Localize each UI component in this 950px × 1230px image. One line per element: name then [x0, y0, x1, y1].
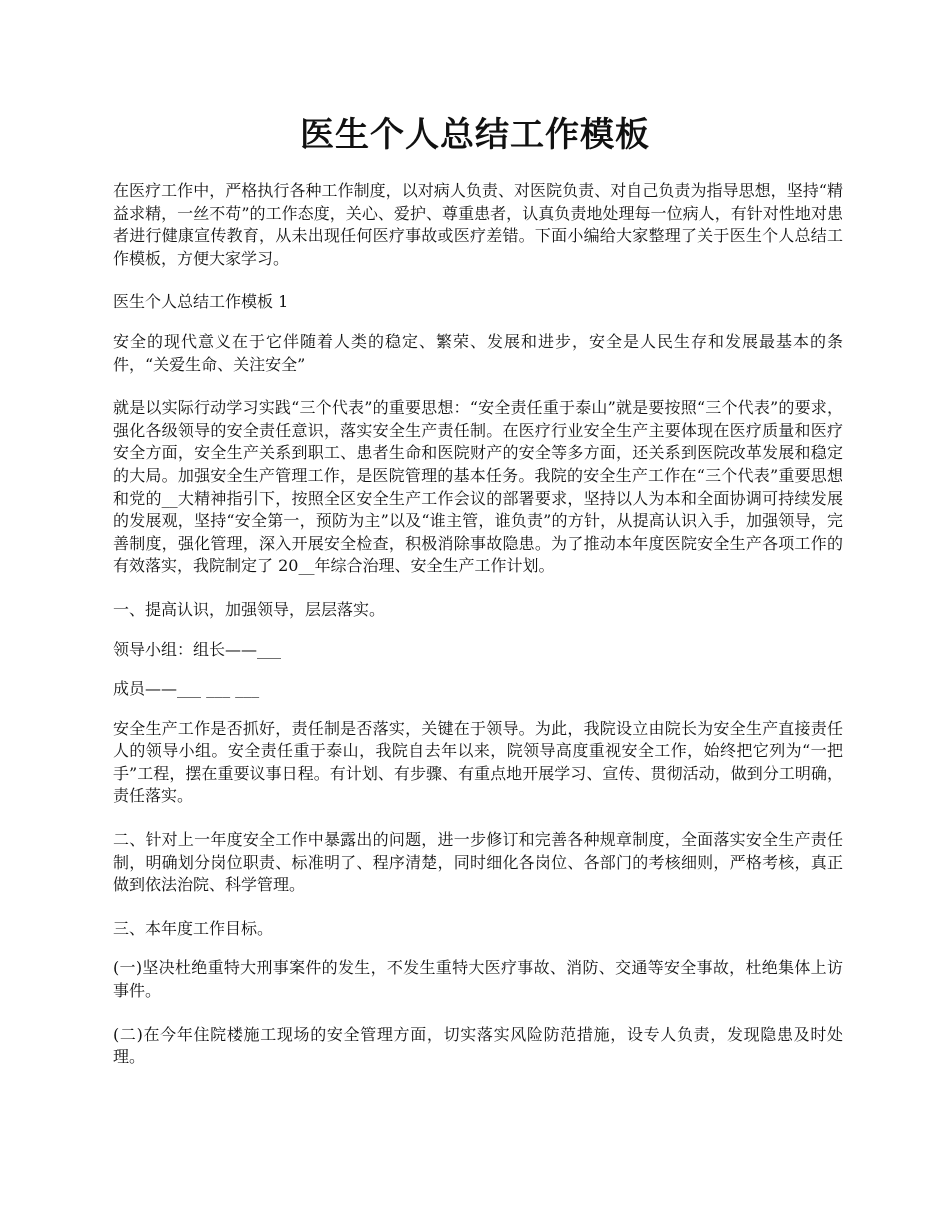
- intro-paragraph: 在医疗工作中，严格执行各种工作制度，以对病人负责、对医院负责、对自己负责为指导思想，坚持“精益求精，一丝不苟”的工作态度，关心、爱护、尊重患者，认真负责地处理每一位病人，有针对性地对患者进行健康宣传教育，从未出现任何医疗事故或医疗差错。下面小编给大家整理了关于医生个人总结工作模板，方便大家学习。: [113, 181, 843, 268]
- document-title: 医生个人总结工作模板: [300, 115, 650, 155]
- regulations-paragraph: 二、针对上一年度安全工作中暴露出的问题，进一步修订和完善各种规章制度，全面落实安全生产责任制，明确划分岗位职责、标准明了、程序清楚，同时细化各岗位、各部门的考核细则，严格考核，真正做到依法治院、科学管理。: [113, 830, 843, 895]
- three-represents-paragraph: 就是以实际行动学习实践“三个代表”的重要思想：“安全责任重于泰山”就是要按照“三个代表”的要求，强化各级领导的安全责任意识，落实安全生产责任制。在医疗行业安全生产主要体现在医疗质量和医疗安全方面，安全生产关系到职工、患者生命和医院财产的安全等多方面，还关系到医院改革发展和稳定的大局。加强安全生产管理工作，是医院管理的基本任务。我院的安全生产工作在“三个代表”重要思想和党的__大精神指引下，按照全区安全生产工作会议的部署要求，坚持以人为本和全面协调可持续发展的发展观，坚持“安全第一，预防为主”以及“谁主管，谁负责”的方针，从提高认识入手，加强领导，完善制度，强化管理，深入开展安全检查，积极消除事故隐患。为了推动本年度医院安全生产各项工作的有效落实，我院制定了 20__年综合治理、安全生产工作计划。: [113, 398, 843, 576]
- heading-raise-awareness: 一、提高认识，加强领导，层层落实。: [113, 599, 386, 619]
- heading-annual-goals: 三、本年度工作目标。: [113, 918, 274, 938]
- goal-item-1: (一)坚决杜绝重特大刑事案件的发生，不发生重特大医疗事故、消防、交通等安全事故，杜绝集体上访事件。: [113, 958, 843, 1001]
- goal-item-2: (二)在今年住院楼施工现场的安全管理方面，切实落实风险防范措施，设专人负责，发现隐患及时处理。: [113, 1024, 843, 1067]
- safety-meaning-paragraph: 安全的现代意义在于它伴随着人类的稳定、繁荣、发展和进步，安全是人民生存和发展最基本的条件，“关爱生命、关注安全”: [113, 331, 843, 374]
- members-line: 成员——___ ___ ___: [113, 679, 260, 699]
- leadership-group-line: 领导小组：组长——___: [113, 639, 282, 659]
- document-body: [113, 180, 843, 1090]
- section-heading-template-1: 医生个人总结工作模板 1: [113, 292, 289, 312]
- responsibility-paragraph: 安全生产工作是否抓好，责任制是否落实，关键在于领导。为此，我院设立由院长为安全生产直接责任人的领导小组。安全责任重于泰山，我院自去年以来，院领导高度重视安全工作，始终把它列为“一把手”工程，摆在重要议事日程。有计划、有步骤、有重点地开展学习、宣传、贯彻活动，做到分工明确，责任落实。: [113, 718, 843, 806]
